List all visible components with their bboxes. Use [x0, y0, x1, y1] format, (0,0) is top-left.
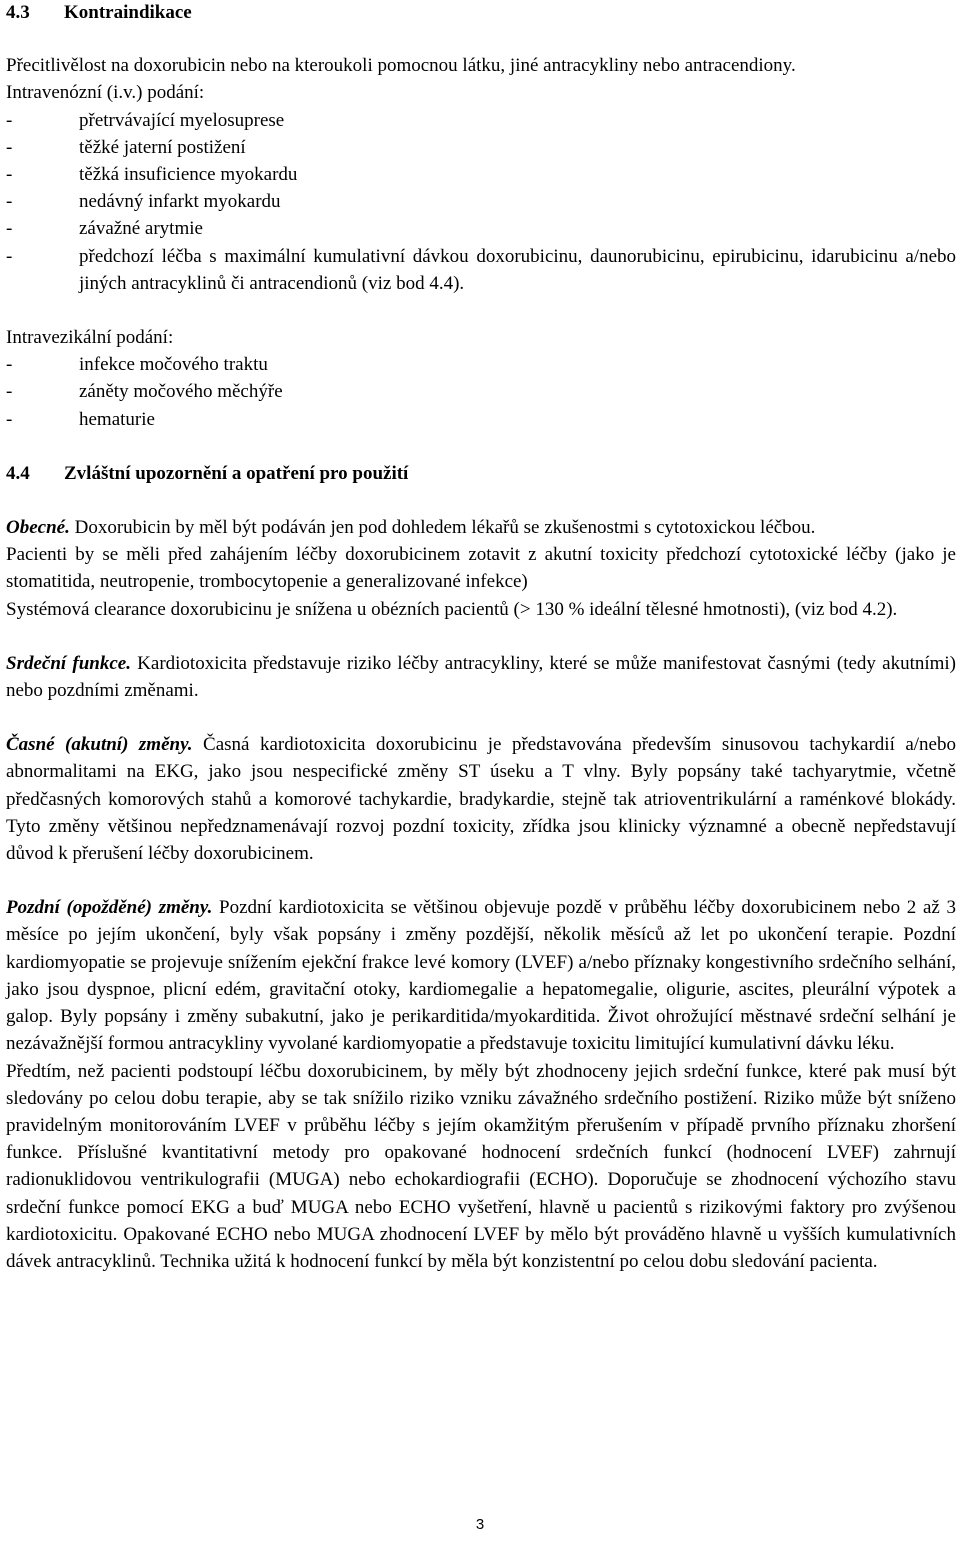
document-page: [6, 0, 956, 1275]
paragraph-text: Doxorubicin by měl být podáván jen pod dohledem lékařů se zkušenostmi s cytotoxickou léčbou.: [69, 517, 816, 539]
paragraph-patients: Pacienti by se měli před zahájením léčby doxorubicinem zotavit z akutní toxicity předchozí cytotoxické léčby (jako je stomatitida, neutropenie, trombocytopenie a generalizované infekce): [6, 544, 956, 593]
contraindication-intro: Přecitlivělost na doxorubicin nebo na kteroukoli pomocnou látku, jiné antracykliny nebo antracendiony.: [6, 55, 796, 77]
paragraph-lead: Srdeční funkce.: [6, 652, 131, 674]
intravesical-contraindication-list: [6, 351, 956, 433]
paragraph-lead: Obecné.: [6, 517, 70, 539]
iv-contraindication-list: [6, 107, 956, 297]
paragraph-monitoring: Předtím, než pacienti podstoupí léčbu doxorubicinem, by měly být zhodnoceny jejich srdeční funkce, které pak musí být sledovány po celou dobu terapie, aby se tak snížilo riziko vzniku závažného srdečního postižení. Riziko může být sníženo pravidelným monitorováním LVEF v průběhu léčby s jejím okamžitým přerušením v případě prvního příznaku zhoršení funkce. Příslušné kvantitativní metody pro opakované hodnocení srdečních funkcí (hodnocení LVEF) zahrnují radionuklidovou ventrikulografii (MUGA) nebo echokardiografii (ECHO). Doporučuje se zhodnocení výchozího stavu srdeční funkce pomocí EKG a buď MUGA nebo ECHO vyšetření, hlavně u pacientů s rizikovými faktory pro zvýšenou kardiotoxicitu. Opakované ECHO nebo MUGA zhodnocení LVEF by mělo být prováděno hlavně u vyšších kumulativních dávek antracyklinů. Technika užitá k hodnocení funkcí by měla být konzistentní po celou dobu sledování pacienta.: [6, 1060, 956, 1272]
list-item: [6, 243, 956, 297]
paragraph-late-changes: [6, 894, 956, 1057]
section-title: Kontraindikace: [64, 2, 192, 23]
paragraph-lead: Časné (akutní) změny.: [6, 734, 193, 756]
list-dash: -: [6, 408, 13, 430]
paragraph-cardiac-function: [6, 650, 956, 704]
paragraph-clearance: Systémová clearance doxorubicinu je snížena u obézních pacientů (> 130 % ideální tělesné hmotnosti), (viz bod 4.2).: [6, 598, 898, 620]
list-item: [6, 406, 956, 433]
list-dash: -: [6, 109, 13, 131]
iv-administration-label: Intravenózní (i.v.) podání:: [6, 82, 205, 104]
list-item-text: záněty močového měchýře: [79, 381, 283, 403]
list-item-text: nedávný infarkt myokardu: [79, 191, 281, 213]
section-title: Zvláštní upozornění a opatření pro použití: [64, 462, 409, 484]
list-item: [6, 107, 956, 134]
section-number: 4.3: [6, 2, 30, 23]
list-item-text: infekce močového traktu: [79, 354, 268, 376]
list-item: [6, 134, 956, 161]
list-item: [6, 188, 956, 215]
list-item-text: těžké jaterní postižení: [79, 136, 246, 158]
list-item: [6, 378, 956, 405]
page-number: 3: [475, 1516, 485, 1533]
list-item: [6, 215, 956, 242]
paragraph-lead: Pozdní (opožděné) změny.: [6, 897, 213, 919]
section-number: 4.4: [6, 462, 30, 484]
paragraph-text: Pozdní kardiotoxicita se většinou objevuje pozdě v průběhu léčby doxorubicinem nebo 2 až 3 měsíce po jejím ukončení, byly však popsány i změny pozdější, několik měsíců až let po ukončení terapie. Pozdní kardiomyopatie se projevuje snížením ejekční frakce levé komory (LVEF) a/nebo příznaky kongestivního srdečního selhání, jako jsou dyspnoe, plicní edém, gravitační otoky, kardiomegalie a hepatomegalie, oligurie, ascites, pleurální výpotek a galop. Byly popsány i změny subakutní, jako je perikarditida/myokarditida. Život ohrožující městnavé srdeční selhání je nezávažnější formou antracykliny vyvolané kardiomyopatie a představuje toxicitu limitující kumulativní dávku léku.: [6, 897, 956, 1055]
paragraph-text: Časná kardiotoxicita doxorubicinu je představována především sinusovou tachykardií a/nebo abnormalitami na EKG, jako jsou nespecifické změny ST úseku a T vlny. Byly popsány také tachyarytmie, včetně předčasných komorových stahů a komorové tachykardie, bradykardie, stejně tak atrioventrikulární a raménkové blokády. Tyto změny většinou nepředznamenávají rozvoj pozdní toxicity, zřídka jsou klinicky významné a obecně nepředstavují důvod k přerušení léčby doxorubicinem.: [6, 734, 956, 865]
list-dash: -: [6, 218, 13, 240]
list-dash: -: [6, 354, 13, 376]
list-dash: -: [6, 381, 13, 403]
intravesical-administration-label: Intravezikální podání:: [6, 327, 174, 349]
list-dash: -: [6, 164, 13, 186]
list-dash: -: [6, 136, 13, 158]
list-item-text: předchozí léčba s maximální kumulativní dávkou doxorubicinu, daunorubicinu, epirubicinu, idarubicinu a/nebo jiných antracyklinů či antracendionů (viz bod 4.4).: [79, 245, 956, 294]
paragraph-early-changes: [6, 731, 956, 867]
list-item-text: závažné arytmie: [79, 218, 203, 240]
list-dash: -: [6, 191, 13, 213]
list-item-text: přetrvávající myelosuprese: [79, 109, 285, 131]
section-heading-4-4: [6, 460, 956, 487]
list-item-text: hematurie: [79, 408, 155, 430]
paragraph-text: Kardiotoxicita představuje riziko léčby antracykliny, které se může manifestovat časnými (tedy akutními) nebo pozdními změnami.: [6, 652, 957, 702]
section-heading-4-3: [6, 0, 956, 26]
list-item-text: těžká insuficience myokardu: [79, 164, 298, 186]
list-item: [6, 161, 956, 188]
list-item: [6, 351, 956, 378]
paragraph-general: [6, 514, 956, 541]
list-dash: -: [6, 245, 13, 267]
